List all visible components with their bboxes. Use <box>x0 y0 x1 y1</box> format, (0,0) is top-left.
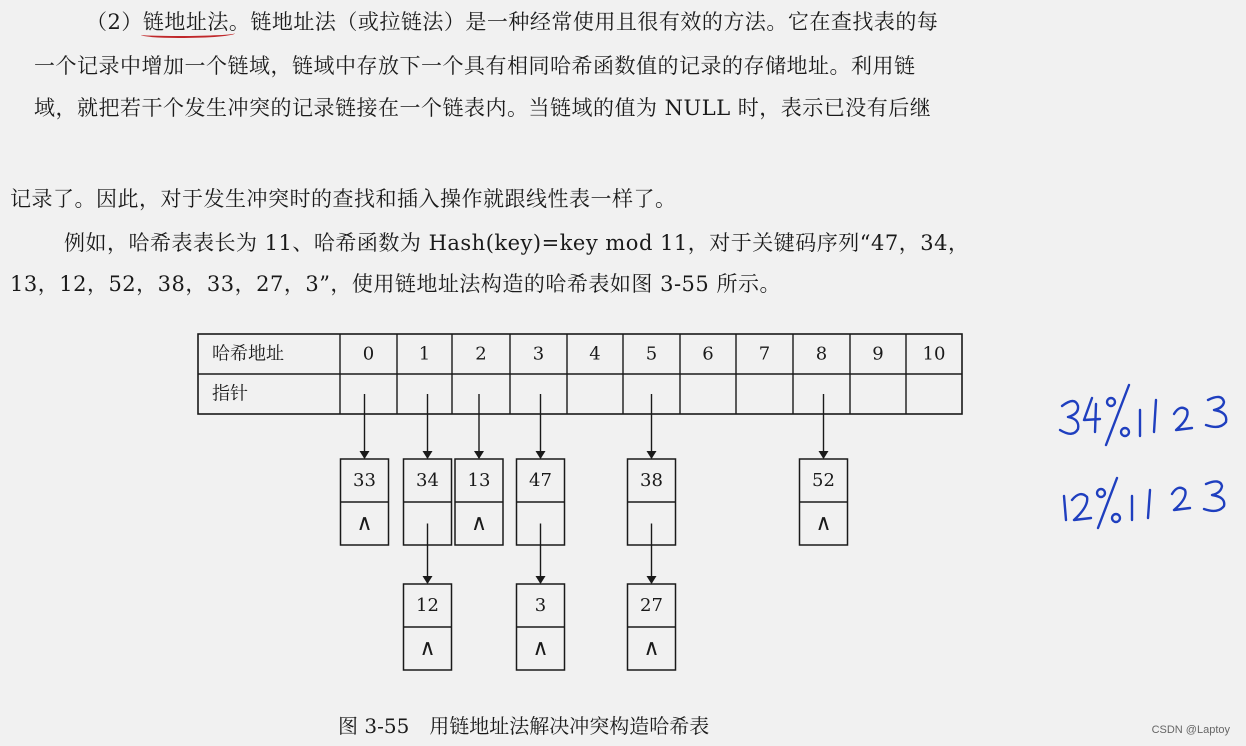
address-cell-2: 2 <box>475 343 487 365</box>
node-key-47: 47 <box>529 470 552 491</box>
node-key-52: 52 <box>812 470 835 491</box>
node-key-13: 13 <box>467 470 491 491</box>
null-pointer-27: ∧ <box>643 636 660 661</box>
item-number: （2） <box>86 10 143 34</box>
highlighted-term: 链地址法 <box>142 10 229 34</box>
figure-caption: 图 3-55 用链地址法解决冲突构造哈希表 <box>338 714 710 738</box>
watermark: CSDN @Laptoy <box>1151 724 1230 736</box>
null-pointer-33: ∧ <box>356 511 373 536</box>
handwritten-note-2 <box>1064 478 1224 528</box>
address-cell-6: 6 <box>702 343 714 365</box>
null-pointer-12: ∧ <box>419 636 436 661</box>
paragraph-line-2: 一个记录中增加一个链域，链域中存放下一个具有相同哈希函数值的记录的存储地址。利用链 <box>34 54 916 78</box>
address-cell-5: 5 <box>645 343 658 365</box>
paragraph-line-6: 13，12，52，38，33，27，3”，使用链地址法构造的哈希表如图 3-55 所示。 <box>10 272 781 296</box>
address-cell-9: 9 <box>872 343 884 365</box>
address-cell-0: 0 <box>362 343 375 365</box>
null-pointer-3: ∧ <box>532 636 549 661</box>
address-row-label: 哈希地址 <box>212 343 284 365</box>
handwritten-note-1 <box>1060 385 1226 445</box>
node-key-34: 34 <box>416 470 439 491</box>
address-cell-1: 1 <box>418 343 431 365</box>
node-key-33: 33 <box>353 470 376 491</box>
address-cell-8: 8 <box>815 343 828 365</box>
node-key-3: 3 <box>534 595 547 616</box>
address-cell-7: 7 <box>758 343 771 365</box>
node-key-38: 38 <box>640 470 663 491</box>
null-pointer-52: ∧ <box>815 511 832 536</box>
address-cell-4: 4 <box>589 343 601 365</box>
node-key-27: 27 <box>640 595 663 616</box>
null-pointer-13: ∧ <box>470 511 488 536</box>
node-key-12: 12 <box>416 595 439 616</box>
address-cell-10: 10 <box>922 343 946 365</box>
paragraph-line-4: 记录了。因此，对于发生冲突时的查找和插入操作就跟线性表一样了。 <box>10 187 677 211</box>
paragraph-line-3: 域，就把若干个发生冲突的记录链接在一个链表内。当链域的值为 NULL 时，表示已没有后继 <box>34 96 932 120</box>
paragraph-line-5: 例如，哈希表表长为 11、哈希函数为 Hash(key)=key mod 11，对于关键码序列“47，34， <box>64 231 970 255</box>
pointer-row-label: 指针 <box>212 383 248 405</box>
address-cell-3: 3 <box>532 343 545 365</box>
paragraph-line-1-text: 。链地址法（或拉链法）是一种经常使用且很有效的方法。它在查找表的每 <box>228 10 939 34</box>
